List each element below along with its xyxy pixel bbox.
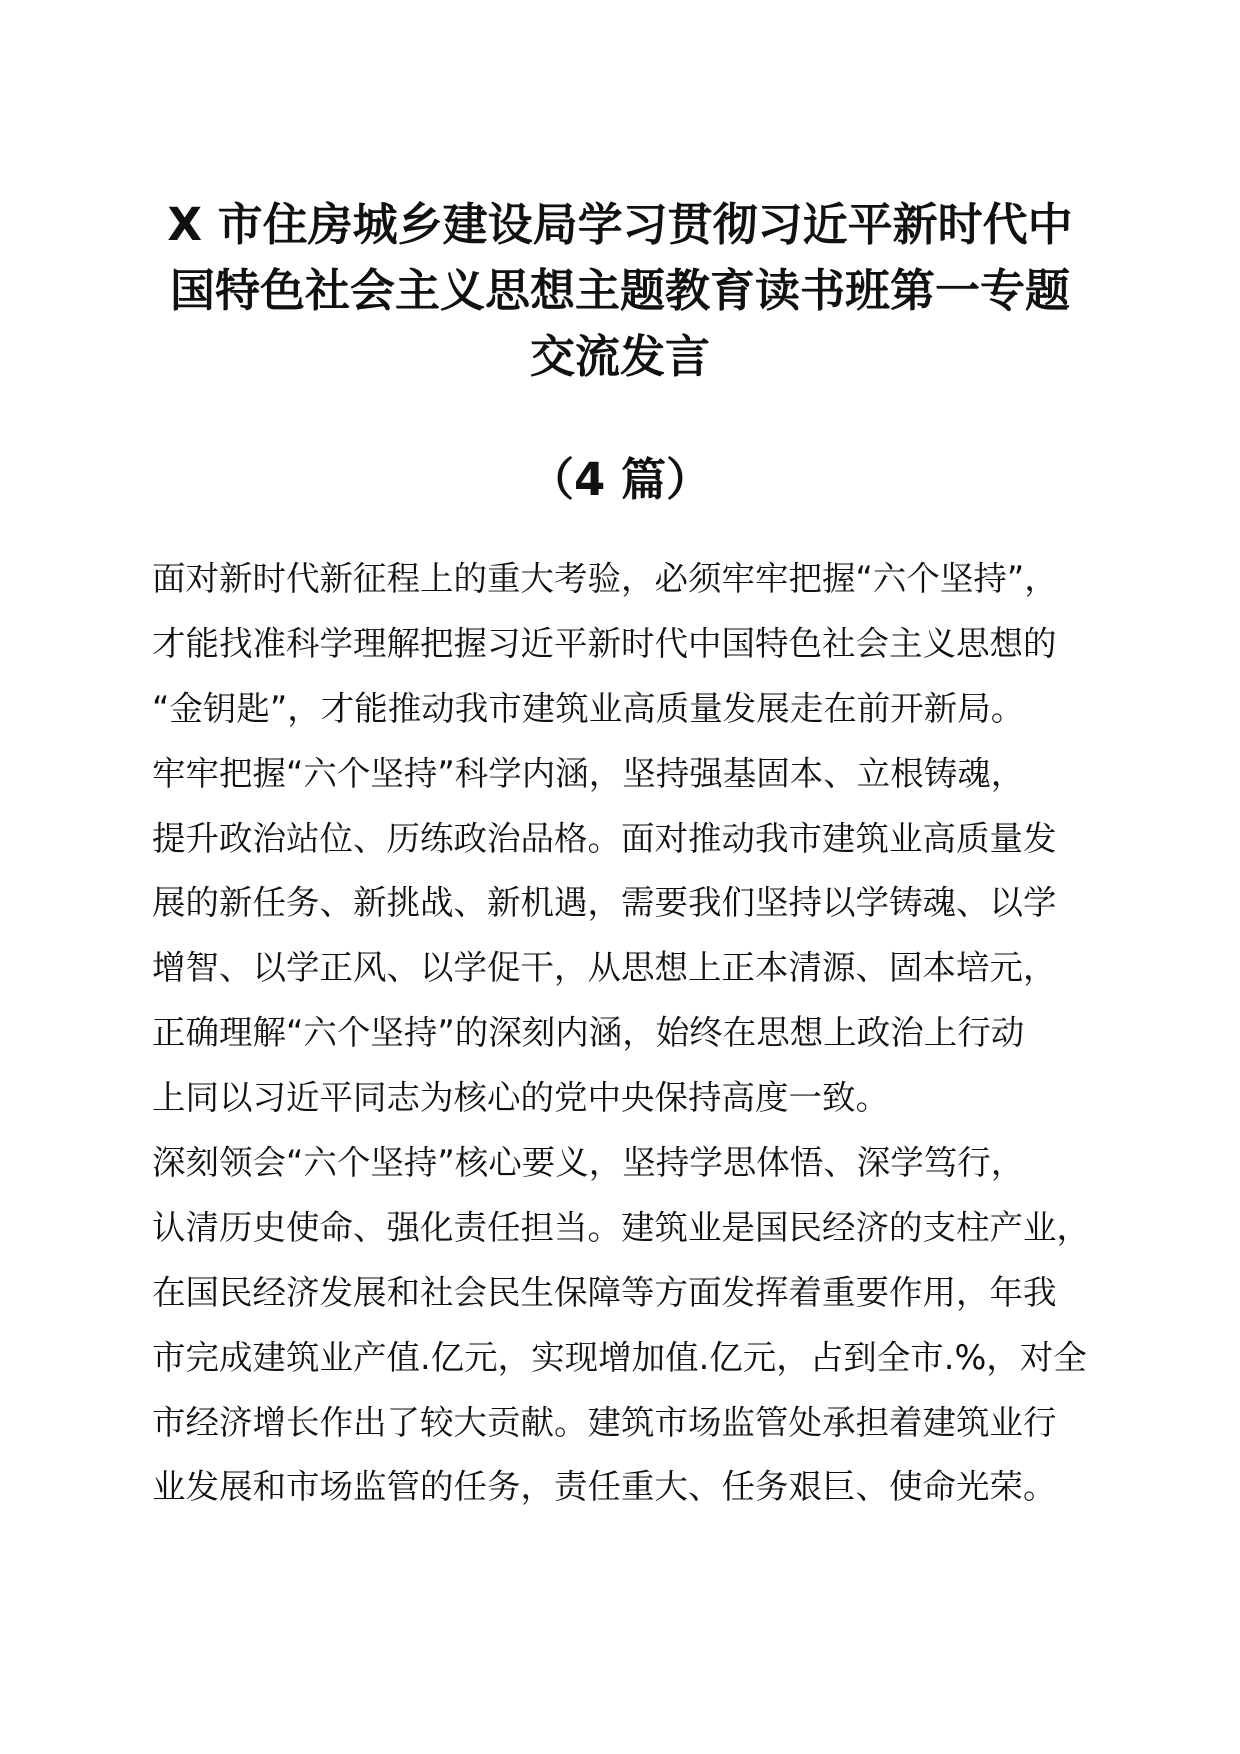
body-line: 正确理解“六个坚持”的深刻内涵，始终在思想上政治上行动 bbox=[152, 1013, 1025, 1053]
body-line: 增智、以学正风、以学促干，从思想上正本清源、固本培元， bbox=[152, 948, 1057, 988]
body-line: “金钥匙”，才能推动我市建筑业高质量发展走在前开新局。 bbox=[152, 688, 1025, 728]
title-line: 交流发言 bbox=[529, 330, 710, 383]
body-line: 在国民经济发展和社会民生保障等方面发挥着重要作用，年我 bbox=[152, 1272, 1057, 1312]
body-line: 展的新任务、新挑战、新机遇，需要我们坚持以学铸魂、以学 bbox=[152, 883, 1057, 923]
body-line: 面对新时代新征程上的重大考验，必须牢牢把握“六个坚持”， bbox=[152, 559, 1058, 598]
body-line: 牢牢把握“六个坚持”科学内涵，坚持强基固本、立根铸魂， bbox=[152, 753, 1025, 793]
body-line: 业发展和市场监管的任务，责任重大、任务艰巨、使命光荣。 bbox=[152, 1467, 1057, 1507]
body-line: 上同以习近平同志为核心的党中央保持高度一致。 bbox=[152, 1078, 889, 1118]
document-title bbox=[150, 192, 1090, 390]
body-line: 深刻领会“六个坚持”核心要义，坚持学思体悟、深学笃行， bbox=[152, 1143, 1025, 1183]
body-line: 认清历史使命、强化责任担当。建筑业是国民经济的支柱产业， bbox=[152, 1207, 1090, 1247]
title-line: 国特色社会主义思想主题教育读书班第一专题 bbox=[169, 264, 1070, 317]
body-line: 市完成建筑业产值.亿元，实现增加值.亿元，占到全市.%，对全 bbox=[152, 1337, 1087, 1377]
document-body bbox=[152, 547, 1112, 1520]
body-line: 市经济增长作出了较大贡献。建筑市场监管处承担着建筑业行 bbox=[152, 1402, 1057, 1442]
body-line: 才能找准科学理解把握习近平新时代中国特色社会主义思想的 bbox=[152, 623, 1057, 663]
title-line: X 市住房城乡建设局学习贯彻习近平新时代中 bbox=[167, 198, 1073, 251]
document-subtitle: （4 篇） bbox=[529, 453, 711, 506]
body-line: 提升政治站位、历练政治品格。面对推动我市建筑业高质量发 bbox=[152, 818, 1057, 858]
